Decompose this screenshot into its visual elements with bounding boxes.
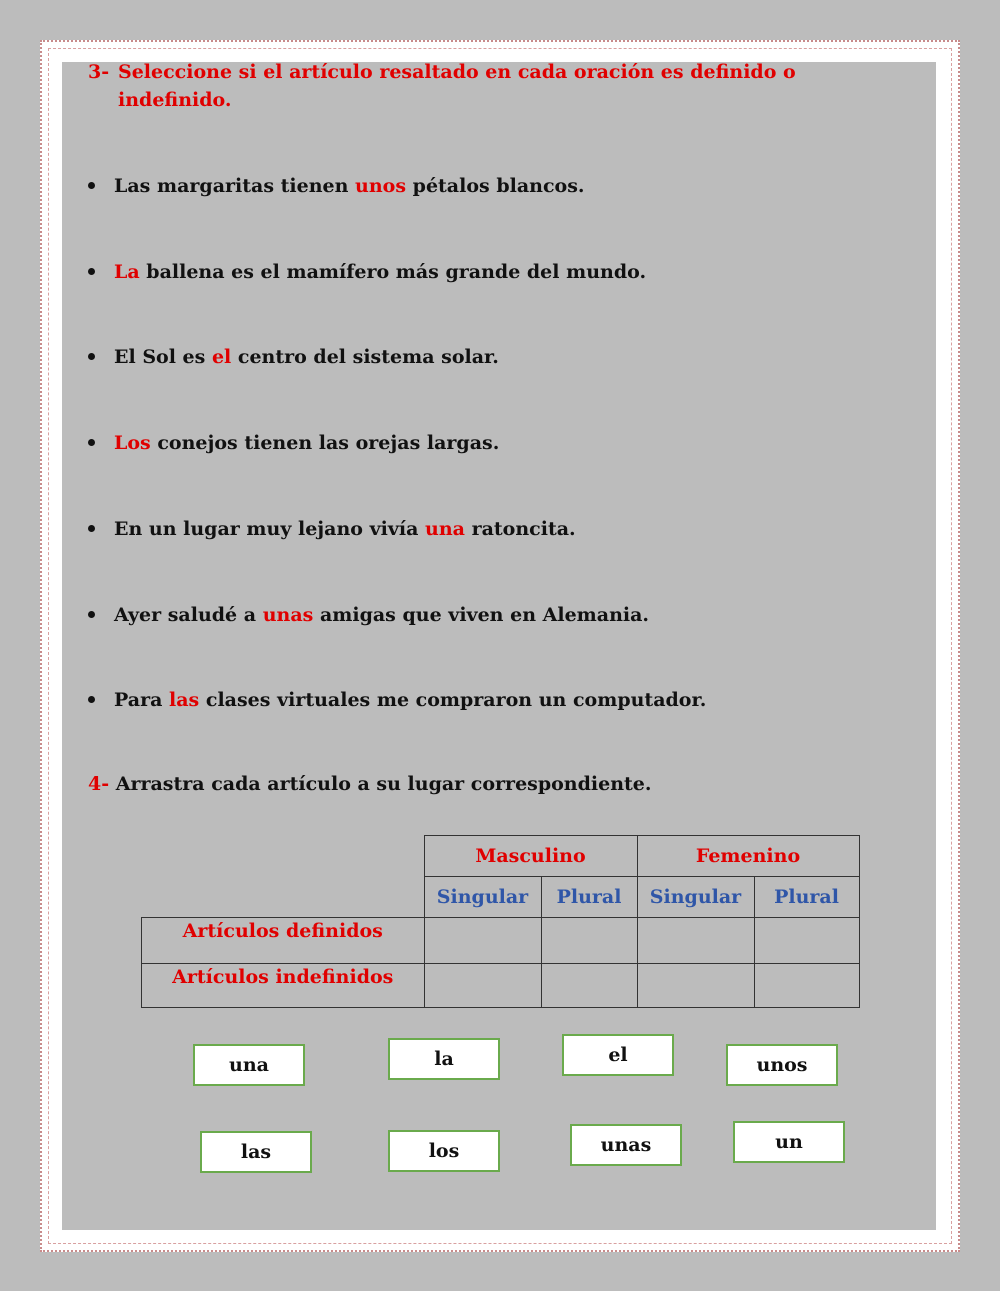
articles-table bbox=[141, 835, 860, 1008]
drop-cell[interactable] bbox=[541, 918, 637, 964]
drop-cell[interactable] bbox=[754, 964, 859, 1008]
drag-chip-las[interactable]: las bbox=[200, 1131, 312, 1173]
drop-cell[interactable] bbox=[637, 964, 754, 1008]
drag-chip-un[interactable]: un bbox=[733, 1121, 845, 1163]
header-fem-plural: Plural bbox=[754, 877, 859, 918]
question-4-heading bbox=[88, 770, 652, 798]
bullet-icon bbox=[88, 353, 95, 360]
sentence-text: ratoncita. bbox=[464, 518, 576, 540]
highlighted-article[interactable]: una bbox=[425, 518, 465, 540]
question-4-text: Arrastra cada artículo a su lugar correspondiente. bbox=[109, 773, 652, 795]
drag-chip-unas[interactable]: unas bbox=[570, 1124, 682, 1166]
header-fem-singular: Singular bbox=[637, 877, 754, 918]
sentence-2 bbox=[88, 258, 646, 286]
question-3-line-1: Seleccione si el artículo resaltado en cada oración es definido o bbox=[118, 61, 796, 83]
row-label-definidos: Artículos definidos bbox=[142, 918, 425, 964]
drag-chip-la[interactable]: la bbox=[388, 1038, 500, 1080]
sentence-text: pétalos blancos. bbox=[406, 175, 585, 197]
header-femenino: Femenino bbox=[637, 836, 859, 877]
question-3-heading bbox=[88, 58, 888, 114]
question-3-number: 3- bbox=[88, 61, 110, 83]
drag-chip-unos[interactable]: unos bbox=[726, 1044, 838, 1086]
drag-chip-el[interactable]: el bbox=[562, 1034, 674, 1076]
question-3-line-2: indefinido. bbox=[118, 89, 232, 111]
drop-cell[interactable] bbox=[637, 918, 754, 964]
drag-chip-los[interactable]: los bbox=[388, 1130, 500, 1172]
sentence-text: El Sol es bbox=[114, 346, 212, 368]
drop-cell[interactable] bbox=[754, 918, 859, 964]
highlighted-article[interactable]: las bbox=[169, 689, 200, 711]
bullet-icon bbox=[88, 182, 95, 189]
bullet-icon bbox=[88, 525, 95, 532]
drag-chip-una[interactable]: una bbox=[193, 1044, 305, 1086]
sentence-text: Para bbox=[114, 689, 170, 711]
table-corner bbox=[142, 836, 425, 877]
sentence-4 bbox=[88, 429, 499, 457]
sentence-text: conejos tienen las orejas largas. bbox=[150, 432, 500, 454]
drop-cell[interactable] bbox=[424, 964, 541, 1008]
sentence-text: centro del sistema solar. bbox=[231, 346, 499, 368]
sentence-text: Ayer saludé a bbox=[114, 604, 263, 626]
header-masc-plural: Plural bbox=[541, 877, 637, 918]
header-masc-singular: Singular bbox=[424, 877, 541, 918]
question-4-number: 4- bbox=[88, 773, 110, 795]
highlighted-article[interactable]: unas bbox=[262, 604, 314, 626]
bullet-icon bbox=[88, 696, 95, 703]
highlighted-article[interactable]: el bbox=[211, 346, 232, 368]
drop-cell[interactable] bbox=[541, 964, 637, 1008]
sentence-5 bbox=[88, 515, 576, 543]
sentence-text: ballena es el mamífero más grande del mundo. bbox=[139, 261, 647, 283]
sentence-3 bbox=[88, 343, 499, 371]
highlighted-article[interactable]: La bbox=[114, 261, 140, 283]
sentence-text: amigas que viven en Alemania. bbox=[313, 604, 650, 626]
row-label-indefinidos: Artículos indefinidos bbox=[142, 964, 425, 1008]
sentence-text: En un lugar muy lejano vivía bbox=[114, 518, 426, 540]
bullet-icon bbox=[88, 439, 95, 446]
bullet-icon bbox=[88, 611, 95, 618]
sentence-6 bbox=[88, 601, 649, 629]
bullet-icon bbox=[88, 268, 95, 275]
highlighted-article[interactable]: unos bbox=[355, 175, 407, 197]
table-corner bbox=[142, 877, 425, 918]
sentence-text: Las margaritas tienen bbox=[114, 175, 356, 197]
header-masculino: Masculino bbox=[424, 836, 637, 877]
drop-cell[interactable] bbox=[424, 918, 541, 964]
sentence-text: clases virtuales me compraron un computador. bbox=[199, 689, 707, 711]
sentence-7 bbox=[88, 686, 706, 714]
highlighted-article[interactable]: Los bbox=[114, 432, 151, 454]
sentence-1 bbox=[88, 172, 585, 200]
